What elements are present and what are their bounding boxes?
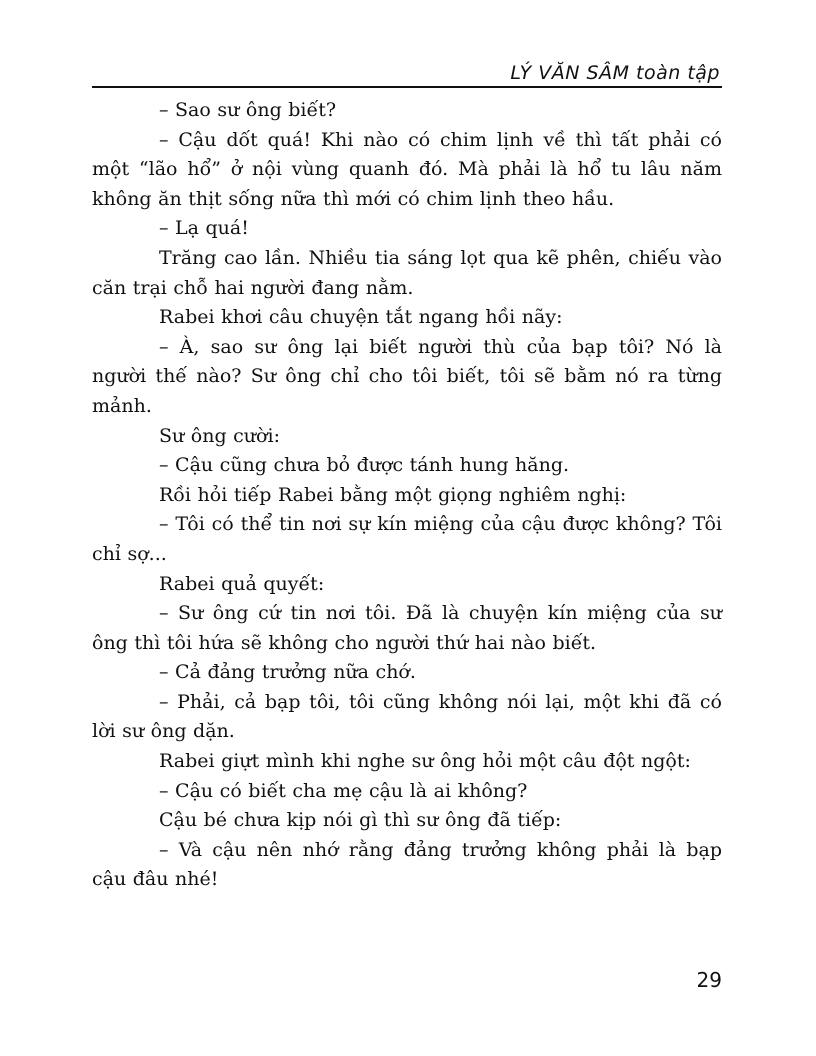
paragraph: – Và cậu nên nhớ rằng đảng trưởng không phải là bạp cậu đâu nhé! xyxy=(92,838,722,891)
paragraph: – À, sao sư ông lại biết người thù của bạp tôi? Nó là người thế nào? Sư ông chỉ cho tôi biết, tôi sẽ bằm nó ra từng mảnh. xyxy=(92,335,722,417)
running-header xyxy=(92,60,722,88)
running-header-title: LÝ VĂN SÂM toàn tập xyxy=(510,62,720,84)
paragraph: Trăng cao lần. Nhiều tia sáng lọt qua kẽ phên, chiếu vào căn trại chỗ hai người đang nằm. xyxy=(92,246,722,299)
paragraph: – Sao sư ông biết? xyxy=(159,99,337,121)
paragraph: Sư ông cười: xyxy=(159,424,280,447)
paragraph: – Lạ quá! xyxy=(159,217,249,240)
paragraph: Rồi hỏi tiếp Rabei bằng một giọng nghiêm nghị: xyxy=(159,483,627,506)
paragraph: Rabei giựt mình khi nghe sư ông hỏi một câu đột ngột: xyxy=(159,750,691,773)
paragraph: Cậu bé chưa kịp nói gì thì sư ông đã tiếp: xyxy=(159,809,562,832)
body-text xyxy=(92,96,722,895)
page-number: 29 xyxy=(696,968,722,992)
paragraph: – Tôi có thể tin nơi sự kín miệng của cậu được không? Tôi chỉ sợ... xyxy=(92,513,722,565)
paragraph: – Phải, cả bạp tôi, tôi cũng không nói lại, một khi đã có lời sư ông dặn. xyxy=(92,690,722,743)
paragraph: – Sư ông cứ tin nơi tôi. Đã là chuyện kín miệng của sư ông thì tôi hứa sẽ không cho người thứ hai nào biết. xyxy=(92,602,722,654)
paragraph: – Cậu dốt quá! Khi nào có chim lịnh về thì tất phải có một “lão hổ” ở nội vùng quanh đó. Mà phải là hổ tu lâu năm không ăn thịt sống nữa thì mới có chim lịnh theo hầu. xyxy=(92,128,722,210)
paragraph: Rabei quả quyết: xyxy=(159,572,325,595)
paragraph: Rabei khơi câu chuyện tắt ngang hồi nãy: xyxy=(159,306,563,329)
paragraph: – Cả đảng trưởng nữa chớ. xyxy=(159,661,416,684)
paragraph: – Cậu cũng chưa bỏ được tánh hung hăng. xyxy=(159,454,570,477)
paragraph: – Cậu có biết cha mẹ cậu là ai không? xyxy=(159,779,528,802)
